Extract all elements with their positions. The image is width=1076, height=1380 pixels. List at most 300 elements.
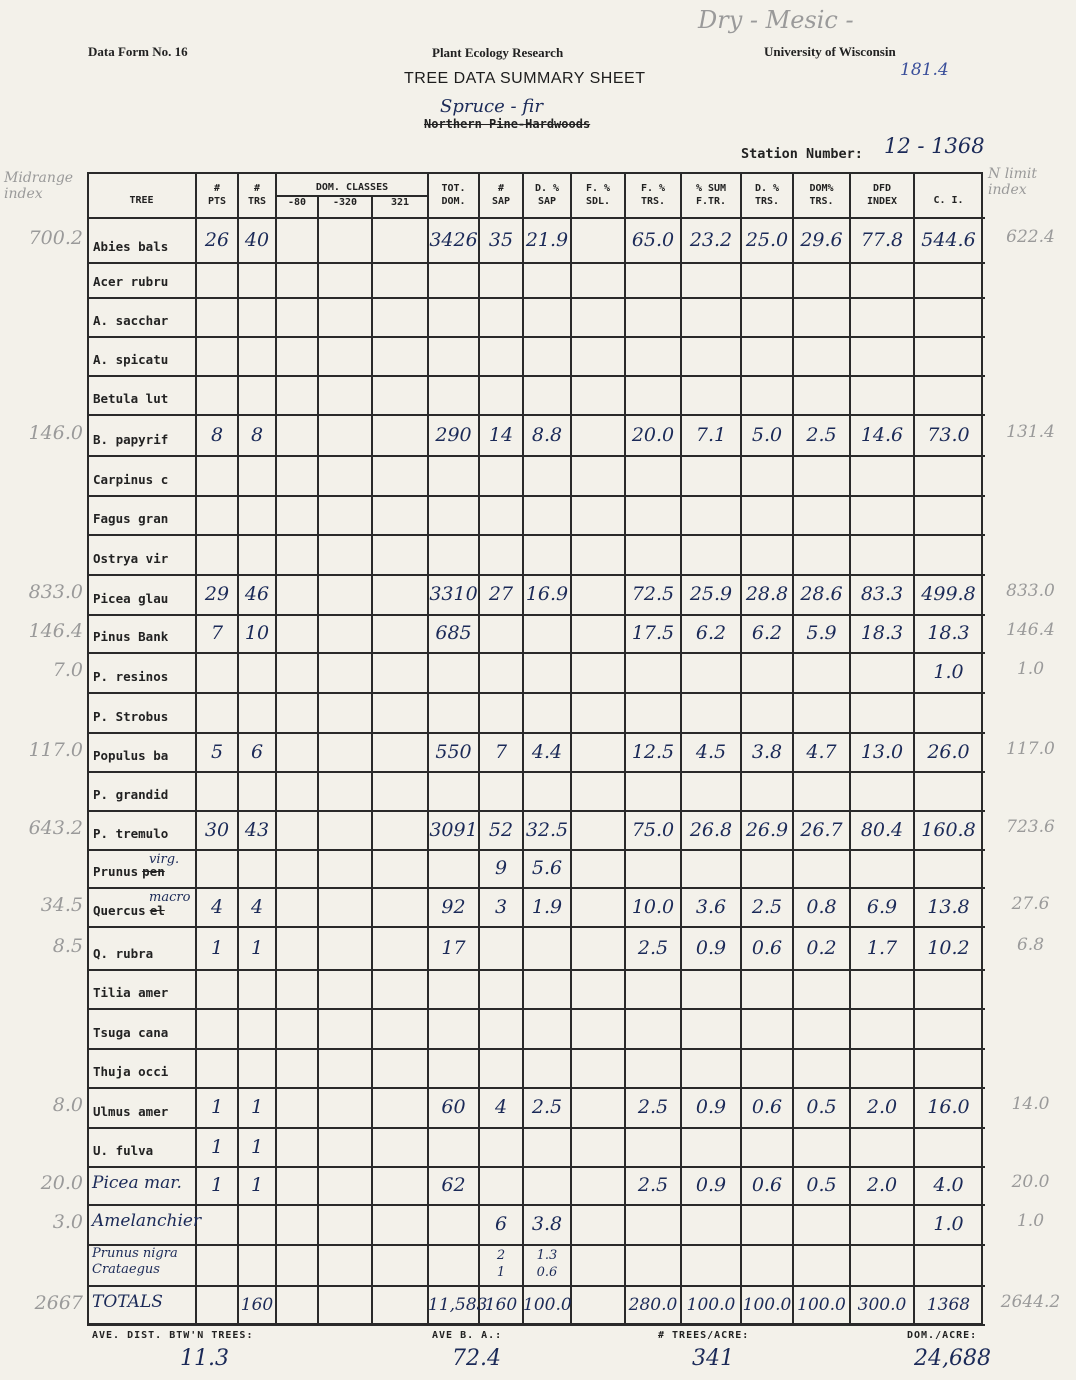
ave-ba-value: 72.4 [452,1346,501,1371]
header-trs [238,182,276,208]
row-divider [87,887,985,889]
cell-sum: 100.0 [686,1294,736,1315]
cell-sum: 0.9 [695,1174,727,1196]
margin-right-value: 6.8 [1016,934,1045,955]
row-divider [87,336,985,338]
header-ci [914,194,983,207]
ave-dist-value: 11.3 [180,1346,229,1371]
row-divider [87,652,985,654]
cell-dsap: 4.4 [531,740,563,763]
page-title: TREE DATA SUMMARY SHEET [404,70,646,87]
column-divider [371,195,373,1325]
cell-sap-second: 1 [496,1265,506,1280]
tree-name: Prunus nigra [92,1246,178,1261]
tree-name-text: Tilia amer [93,985,169,1000]
cell-dtrs: 0.6 [751,936,783,959]
row-divider [87,414,985,416]
cell-sap: 4 [494,1096,508,1118]
cell-dfd: 1.7 [866,936,898,959]
margin-right-value: 833.0 [1006,581,1055,601]
row-divider [87,262,985,264]
cell-trs: 43 [244,818,270,841]
cell-tot: 550 [435,740,472,763]
dom-acre-label: DOM./ACRE: [907,1330,978,1341]
cell-tot: 62 [441,1174,466,1196]
margin-left-value: 8.5 [52,934,83,957]
margin-right-value: 131.4 [1006,421,1055,442]
row-divider [87,969,985,971]
header-sap-line: # [497,183,505,194]
row-divider [87,217,985,219]
cell-dsap: 1.3 [536,1248,558,1263]
header-f-sdl-line: SDL. [585,196,611,207]
tree-name: Amelanchier [92,1211,202,1231]
cell-dtrs: 100.0 [742,1294,792,1315]
cell-trs: 160 [240,1294,274,1315]
row-divider [87,1087,985,1089]
tree-name [93,313,168,328]
cell-tot: 3091 [429,818,478,841]
cell-sap: 35 [488,228,514,251]
cell-tot: 17 [441,936,466,959]
cell-trs: 6 [250,740,264,763]
tree-name [93,511,168,526]
cell-tot: 685 [435,622,472,644]
cell-tot: 92 [441,895,466,918]
cell-dsap-second: 0.6 [536,1265,558,1280]
row-divider [87,926,985,928]
cell-sap: 52 [488,818,514,841]
cell-sap: 9 [494,857,508,879]
header-f-trs-line: F. % [640,183,666,194]
cell-domtrs: 0.2 [806,936,837,959]
tree-name: TOTALS [92,1292,163,1312]
cell-dfd: 14.6 [860,423,904,446]
cell-dsap: 32.5 [525,818,569,841]
cell-dfd: 80.4 [860,818,904,841]
form-number: Data Form No. 16 [88,44,188,59]
cell-pts: 29 [204,583,230,605]
margin-right-value: 2644.2 [1000,1291,1061,1312]
header-tot-dom-line: DOM. [441,196,466,207]
row-divider [87,574,985,576]
header-sap [479,182,523,208]
cell-sap: 3 [494,895,508,918]
cell-dfd: 83.3 [860,583,904,605]
cell-trs: 46 [244,583,270,605]
station-number: 12 - 1368 [884,134,985,158]
tree-name-text: Picea glau [93,591,169,606]
margin-left-value: 2667 [34,1291,83,1314]
handwritten-note-top: Dry - Mesic - [698,6,854,34]
tree-name-text: Carpinus c [93,472,169,487]
tree-name [93,946,153,961]
cell-tot: 3310 [429,583,478,605]
cell-tot: 60 [441,1096,466,1118]
header-sum-ftr [681,182,741,208]
header-sum-ftr-line: F.TR. [695,196,727,207]
header-dom-classes-line: DOM. CLASSES [315,182,389,193]
header-d-sap [523,182,571,208]
tree-name-text: B. papyrif [93,432,169,447]
cell-ci: 499.8 [921,583,976,605]
cell-dfd: 300.0 [857,1294,907,1315]
cell-trs: 1 [250,1174,264,1196]
row-divider [87,495,985,497]
subtitle-handwritten: Spruce - fir [440,96,543,117]
cell-dfd: 2.0 [866,1096,898,1118]
cell-domtrs: 0.5 [806,1096,837,1118]
tree-name [93,669,168,684]
margin-left-value: 117.0 [28,738,83,761]
cell-ftrs: 2.5 [637,1096,669,1118]
subtitle-struck: Northern Pine-Hardwoods [424,117,591,131]
tree-name-text: Prunus [93,864,139,879]
tree-name [93,629,168,644]
row-divider [87,1008,985,1010]
cell-trs: 10 [244,622,270,644]
cell-domtrs: 26.7 [800,818,843,841]
cell-sap: 2 [496,1248,506,1263]
tree-name [93,352,168,367]
cell-ci: 18.3 [927,622,970,644]
row-divider [87,849,985,851]
cell-ci: 1.0 [933,661,964,683]
row-divider [87,810,985,812]
row-divider [87,1285,985,1287]
cell-domtrs: 29.6 [800,228,843,251]
row-divider [87,1324,985,1326]
header-dom-80 [276,196,318,209]
tree-name-text: A. sacchar [93,313,169,328]
margin-right-value: 146.4 [1006,620,1055,640]
margin-left-value: 7.0 [52,659,83,681]
header-dom-321 [372,196,428,209]
margin-right-value: 1.0 [1016,1211,1045,1231]
cell-dtrs: 25.0 [745,228,789,251]
header-d-trs [741,182,793,208]
cell-dsap: 1.9 [531,895,563,918]
header-f-sdl [571,182,625,208]
row-divider [87,455,985,457]
cell-ci: 10.2 [927,936,970,959]
cell-pts: 30 [204,818,230,841]
cell-dtrs: 0.6 [751,1174,783,1196]
tree-name-text: Acer rubru [93,274,169,289]
ave-dist-label: AVE. DIST. BTW'N TREES: [92,1330,254,1341]
margin-right-value: 20.0 [1011,1172,1050,1192]
cell-ftrs: 75.0 [631,818,675,841]
tree-name [93,551,168,566]
cell-dfd: 2.0 [866,1174,898,1196]
row-divider [87,771,985,773]
tree-name [93,787,168,802]
cell-sum: 0.9 [695,1096,727,1118]
header-d-trs-line: D. % [754,183,780,194]
margin-left-value: 3.0 [52,1211,83,1233]
cell-ftrs: 2.5 [637,936,669,959]
cell-trs: 8 [250,423,264,446]
tree-name [93,239,168,254]
tree-name-correction: macro [149,890,191,905]
margin-note-left: Midrange index [4,170,74,202]
tree-name-struck: pen [142,864,165,879]
header-pts-line: # [213,183,221,194]
margin-left-value: 8.0 [52,1094,83,1116]
margin-right-value: 27.6 [1011,893,1050,914]
tree-name-text: A. spicatu [93,352,169,367]
cell-trs: 1 [250,1096,264,1118]
header-dom-320-line: -320 [332,197,358,208]
cell-dsap: 2.5 [531,1096,563,1118]
cell-ci: 26.0 [927,740,970,763]
cell-sap: 7 [494,740,508,763]
cell-ftrs: 2.5 [637,1174,669,1196]
row-divider [87,534,985,536]
header-dom-321-line: 321 [390,197,410,208]
cell-dtrs: 0.6 [751,1096,783,1118]
dom-acre-value: 24,688 [914,1346,991,1371]
tree-name [93,748,168,763]
cell-dsap: 3.8 [531,1213,563,1235]
cell-pts: 4 [210,895,224,918]
header-tree [87,194,196,207]
row-divider [87,1127,985,1129]
university-name: University of Wisconsin [764,44,896,59]
tree-name: Picea mar. [92,1173,182,1193]
cell-dsap: 5.6 [531,857,563,879]
header-trs-line: TRS [247,196,267,207]
margin-right-value: 14.0 [1011,1094,1050,1114]
tree-name [93,1064,168,1079]
cell-pts: 1 [210,1135,224,1158]
margin-right-value: 117.0 [1006,738,1055,759]
header-d-trs-line: TRS. [754,196,780,207]
header-f-trs-line: TRS. [640,196,666,207]
cell-dfd: 6.9 [866,895,898,918]
margin-left-value: 146.4 [28,620,83,642]
header-tot-dom-line: TOT. [441,183,466,194]
tree-name-text: Pinus Bank [93,629,169,644]
cell-dtrs: 26.9 [745,818,789,841]
cell-pts: 1 [210,936,224,959]
cell-sum: 4.5 [695,740,727,763]
cell-dtrs: 28.8 [745,583,789,605]
header-f-sdl-line: F. % [585,183,611,194]
cell-dfd: 13.0 [860,740,904,763]
tree-name-text: P. grandid [93,787,169,802]
margin-left-value: 34.5 [40,893,83,916]
cell-tot: 3426 [429,228,478,251]
cell-domtrs: 0.5 [806,1174,837,1196]
cell-domtrs: 0.8 [806,895,837,918]
margin-left-value: 833.0 [28,581,83,603]
row-divider [87,1244,985,1246]
cell-sum: 23.2 [689,228,733,251]
handwritten-number-top: 181.4 [900,60,949,80]
cell-domtrs: 2.5 [806,423,837,446]
row-divider [87,732,985,734]
cell-sum: 25.9 [689,583,733,605]
margin-left-value: 700.2 [28,226,83,249]
cell-domtrs: 4.7 [806,740,837,763]
cell-dtrs: 2.5 [751,895,783,918]
header-dom-classes [276,181,428,194]
cell-dtrs: 5.0 [751,423,783,446]
margin-right-value: 622.4 [1006,226,1055,247]
header-dom-trs-line: TRS. [809,196,834,207]
header-tot-dom [428,182,479,208]
tree-name [93,432,168,447]
cell-dsap: 8.8 [531,423,563,446]
margin-left-value: 146.0 [28,421,83,444]
tree-name-text: Quercus [93,903,146,918]
row-divider [87,297,985,299]
row-divider [87,614,985,616]
cell-tot: 11,583 [428,1294,488,1315]
header-ci-line: C. I. [933,195,964,206]
tree-name-text: Fagus gran [93,511,169,526]
cell-ftrs: 10.0 [631,895,675,918]
header-pts [196,182,238,208]
trees-acre-label: # TREES/ACRE: [658,1330,750,1341]
margin-note-right: N limit index [988,166,1038,198]
header-d-sap-line: D. % [534,183,560,194]
header-pts-line: PTS [207,196,227,207]
column-divider [317,195,319,1325]
tree-name-text: Tsuga cana [93,1025,169,1040]
org-name: Plant Ecology Research [432,45,564,60]
cell-sum: 3.6 [695,895,727,918]
row-divider [87,1204,985,1206]
cell-sap: 27 [488,583,514,605]
row-divider [87,375,985,377]
cell-domtrs: 28.6 [800,583,843,605]
header-dom-trs-line: DOM% [809,183,834,194]
cell-domtrs: 5.9 [806,622,837,644]
station-label: Station Number: [741,146,863,162]
cell-ftrs: 280.0 [628,1294,678,1315]
cell-domtrs: 100.0 [797,1294,846,1315]
header-tree-line: TREE [129,195,154,206]
header-sum-ftr-line: % SUM [695,183,727,194]
margin-right-value: 1.0 [1016,659,1045,679]
header-sap-line: SAP [491,196,511,207]
tree-name-text: Ulmus amer [93,1104,169,1119]
tree-name-text: Betula lut [93,391,169,406]
header-dom-trs [793,182,850,208]
cell-ci: 544.6 [921,228,976,251]
trees-acre-value: 341 [692,1346,734,1371]
tree-name-text: Populus ba [93,748,169,763]
cell-sum: 7.1 [695,423,727,446]
tree-name-struck: el [149,903,165,918]
tree-name-text: P. resinos [93,669,169,684]
margin-left-value: 20.0 [40,1172,83,1194]
cell-dsap: 16.9 [525,583,569,605]
header-d-sap-line: SAP [537,196,557,207]
cell-dsap: 21.9 [525,228,569,251]
cell-sum: 26.8 [689,818,733,841]
cell-ftrs: 72.5 [631,583,675,605]
header-dfd [850,182,914,208]
cell-ftrs: 20.0 [631,423,675,446]
cell-ci: 4.0 [933,1174,964,1196]
tree-name [93,391,168,406]
cell-sum: 0.9 [695,936,727,959]
cell-sum: 6.2 [695,622,727,644]
tree-name-text: U. fulva [93,1143,154,1158]
cell-tot: 290 [435,423,472,446]
row-divider [87,692,985,694]
margin-left-value: 643.2 [28,816,83,839]
ave-ba-label: AVE B. A.: [432,1330,503,1341]
cell-pts: 26 [204,228,230,251]
cell-dsap: 100.0 [523,1294,572,1315]
tree-name [93,1143,153,1158]
cell-trs: 40 [244,228,270,251]
tree-name [93,274,168,289]
row-divider [87,1048,985,1050]
cell-ci: 160.8 [921,818,976,841]
tree-name [93,1104,168,1119]
tree-name [93,985,168,1000]
header-dfd-line: DFD [872,183,892,194]
cell-sap: 6 [494,1213,508,1235]
cell-ci: 16.0 [927,1096,970,1118]
cell-sap: 160 [484,1294,518,1315]
tree-name [93,709,168,724]
tree-name-text: P. Strobus [93,709,169,724]
tree-name-text: Ostrya vir [93,551,169,566]
tree-name-text: Abies bals [93,239,169,254]
header-dom-80-line: -80 [287,197,307,208]
cell-pts: 5 [210,740,224,763]
tree-name-text: Q. rubra [93,946,154,961]
cell-ci: 1.0 [933,1213,964,1235]
cell-ftrs: 65.0 [631,228,675,251]
tree-name-text: Thuja occi [93,1064,169,1079]
cell-ci: 73.0 [927,423,970,446]
cell-sap: 14 [488,423,514,446]
header-dom-320 [318,196,372,209]
cell-trs: 1 [250,1135,264,1158]
cell-dfd: 77.8 [860,228,904,251]
cell-dtrs: 6.2 [751,622,783,644]
cell-pts: 8 [210,423,224,446]
cell-pts: 1 [210,1174,224,1196]
cell-ftrs: 17.5 [631,622,675,644]
cell-pts: 1 [210,1096,224,1118]
tree-name [93,1025,168,1040]
header-trs-line: # [253,183,261,194]
margin-right-value: 723.6 [1006,816,1055,837]
tree-name [93,472,168,487]
cell-ci: 13.8 [927,895,970,918]
row-divider [87,1166,985,1168]
cell-dtrs: 3.8 [751,740,783,763]
tree-name [93,826,168,841]
tree-name [93,591,168,606]
cell-trs: 4 [250,895,264,918]
cell-pts: 7 [210,622,224,644]
cell-dfd: 18.3 [860,622,904,644]
tree-name [93,903,165,918]
tree-name-second: Crataegus [92,1262,160,1277]
cell-trs: 1 [250,936,264,959]
cell-ftrs: 12.5 [631,740,675,763]
header-f-trs [625,182,681,208]
